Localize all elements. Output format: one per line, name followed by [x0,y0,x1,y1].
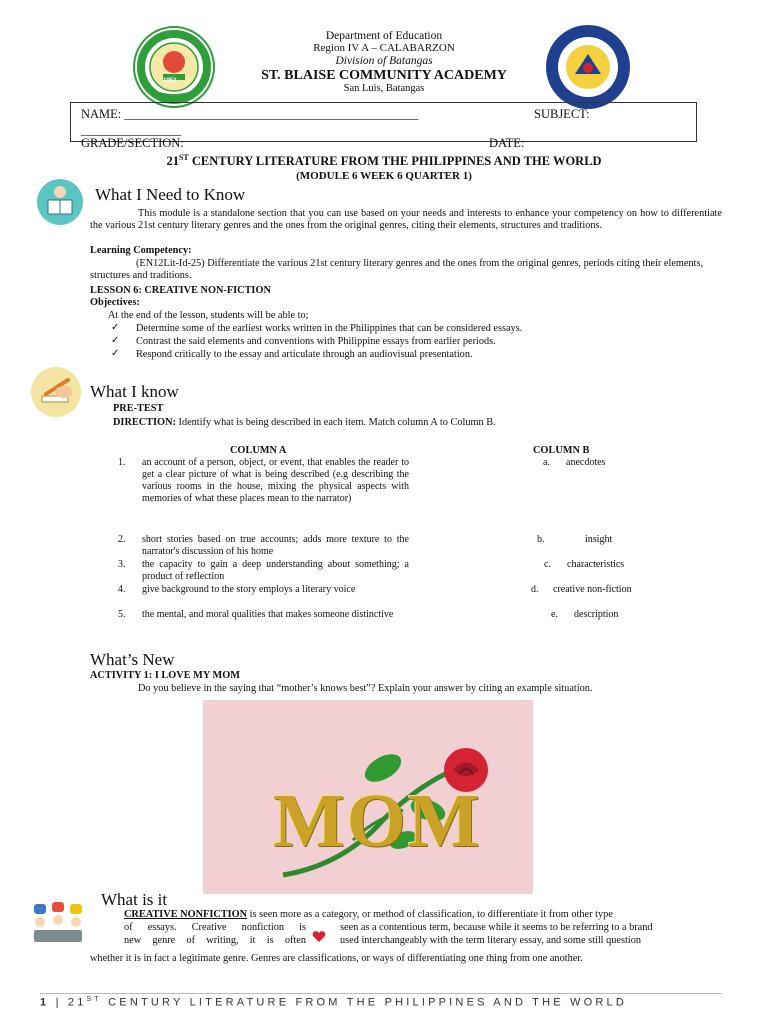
objective-3: Respond critically to the essay and articulate through an audiovisual presentation. [136,349,473,360]
module-title: 21ST CENTURY LITERATURE FROM THE PHILIPPINES AND THE WORLD [166,153,602,169]
lesson-title: LESSON 6: CREATIVE NON-FICTION [90,285,271,296]
column-b-header: COLUMN B [533,445,590,456]
creative-nonfiction-term: CREATIVE NONFICTION [124,909,248,920]
objectives-label: Objectives: [90,297,140,308]
what-is-it-line4: whether it is in fact a legitimate genre. Genres are classifications, or ways of differentiating one thing from one another. [90,953,583,964]
section-heading-what-is-it: What is it [101,890,168,909]
page-footer: 1 | 21ST CENTURY LITERATURE FROM THE PHILIPPINES AND THE WORLD [40,996,627,1009]
item-number: 2. [118,534,126,545]
option-text: creative non-fiction [553,584,632,595]
school-name: ST. BLAISE COMMUNITY ACADEMY [261,68,507,83]
item-text: short stories based on true accounts; adds more texture to the narrator's discussion of his home [142,534,409,557]
item-number: 4. [118,584,126,595]
department-name: Department of Education [325,30,443,42]
pretest-label: PRE-TEST [113,403,164,414]
subject-field-label[interactable]: SUBJECT: [534,107,590,121]
page-number: 1 [40,996,50,1009]
option-text: anecdotes [566,457,606,468]
option-text: characteristics [567,559,625,570]
option-letter: d. [531,584,539,595]
left-seal-year: 1953 [163,78,177,84]
option-letter: e. [551,609,558,620]
item-number: 3. [118,559,126,570]
region-name: Region IV A – CALABARZON [313,42,455,54]
what-is-it-line3-left: new genre of writing, it is often [124,935,306,946]
student-info-box [70,102,697,150]
item-text: the capacity to gain a deep understanding about something; a product of reflection [142,559,409,582]
what-is-it-line3-right: used interchangeably with the term literary essay, and some still question [340,935,642,946]
heart-icon [312,930,326,942]
column-a-header: COLUMN A [230,445,287,456]
option-text: description [574,609,619,620]
what-is-it-line2-left: of essays. Creative nonfiction is [124,922,306,933]
competency-label: Learning Competency: [90,245,192,256]
discussion-icon [30,902,86,946]
checkmark-icon: ✓ [111,322,120,333]
date-field[interactable]: DATE: [489,136,525,150]
division-name: Division of Batangas [335,55,433,67]
objective-2: Contrast the said elements and conventions with Philippine essays from earlier periods. [136,336,496,347]
checkmark-icon: ✓ [111,335,120,346]
need-to-know-paragraph: This module is a standalone section that you can use based on your needs and interests to enhance your competency on how to differentiate the various 21st century literary genres and the ones from the original genres, citing their elements, structures and traditions. [90,208,722,232]
subject-field-line[interactable]: ________________ [81,123,181,137]
section-heading-what-i-know: What I know [90,382,179,401]
activity-prompt: Do you believe in the saying that “mother’s knows best”? Explain your answer by citing an example situation. [138,683,593,694]
item-text: give background to the story employs a literary voice [142,584,356,595]
checkmark-icon: ✓ [111,348,120,359]
module-subtitle: (MODULE 6 WEEK 6 QUARTER 1) [296,170,472,182]
name-field[interactable]: NAME: _______________________________________________ [81,107,419,121]
activity-title: ACTIVITY 1: I LOVE MY MOM [90,670,240,681]
option-letter: a. [543,457,550,468]
mom-glitter-text: MOM [273,779,482,863]
item-number: 5. [118,609,126,620]
mom-rose-image [203,700,533,894]
option-text: insight [585,534,613,545]
section-heading-whats-new: What’s New [90,650,175,669]
section-heading-need-to-know: What I Need to Know [95,185,246,204]
what-is-it-line1: CREATIVE NONFICTION is seen more as a category, or method of classification, to differentiate it from other type [124,909,613,920]
item-text: an account of a person, object, or event, that enables the reader to get a clear picture of what is being described (e.g describing the various rooms in the house, mixing the physical aspects with memories of what these places mean to the narrator) [142,457,409,504]
option-letter: b. [537,534,545,545]
objectives-intro: At the end of the lesson, students will be able to; [108,310,309,321]
writing-hand-icon [30,366,82,418]
footer-divider [40,993,722,994]
school-location: San Luis, Batangas [343,83,425,94]
reading-student-icon [36,178,84,226]
competency-text: (EN12Lit-Id-25) Differentiate the various 21st century literary genres and the ones from the original genres, periods citing their elements, structures and traditions. [90,258,704,282]
item-number: 1. [118,457,126,468]
option-letter: c. [544,559,551,570]
objective-1: Determine some of the earliest works written in the Philippines that can be considered essays. [136,323,523,334]
grade-section-field[interactable]: GRADE/SECTION: [81,136,184,150]
direction-text: DIRECTION: Identify what is being described in each item. Match column A to Column B. [113,417,496,428]
item-text: the mental, and moral qualities that makes someone distinctive [142,609,394,620]
what-is-it-line2-right: seen as a contentious term, because while it seems to be referring to a brand [340,922,653,933]
